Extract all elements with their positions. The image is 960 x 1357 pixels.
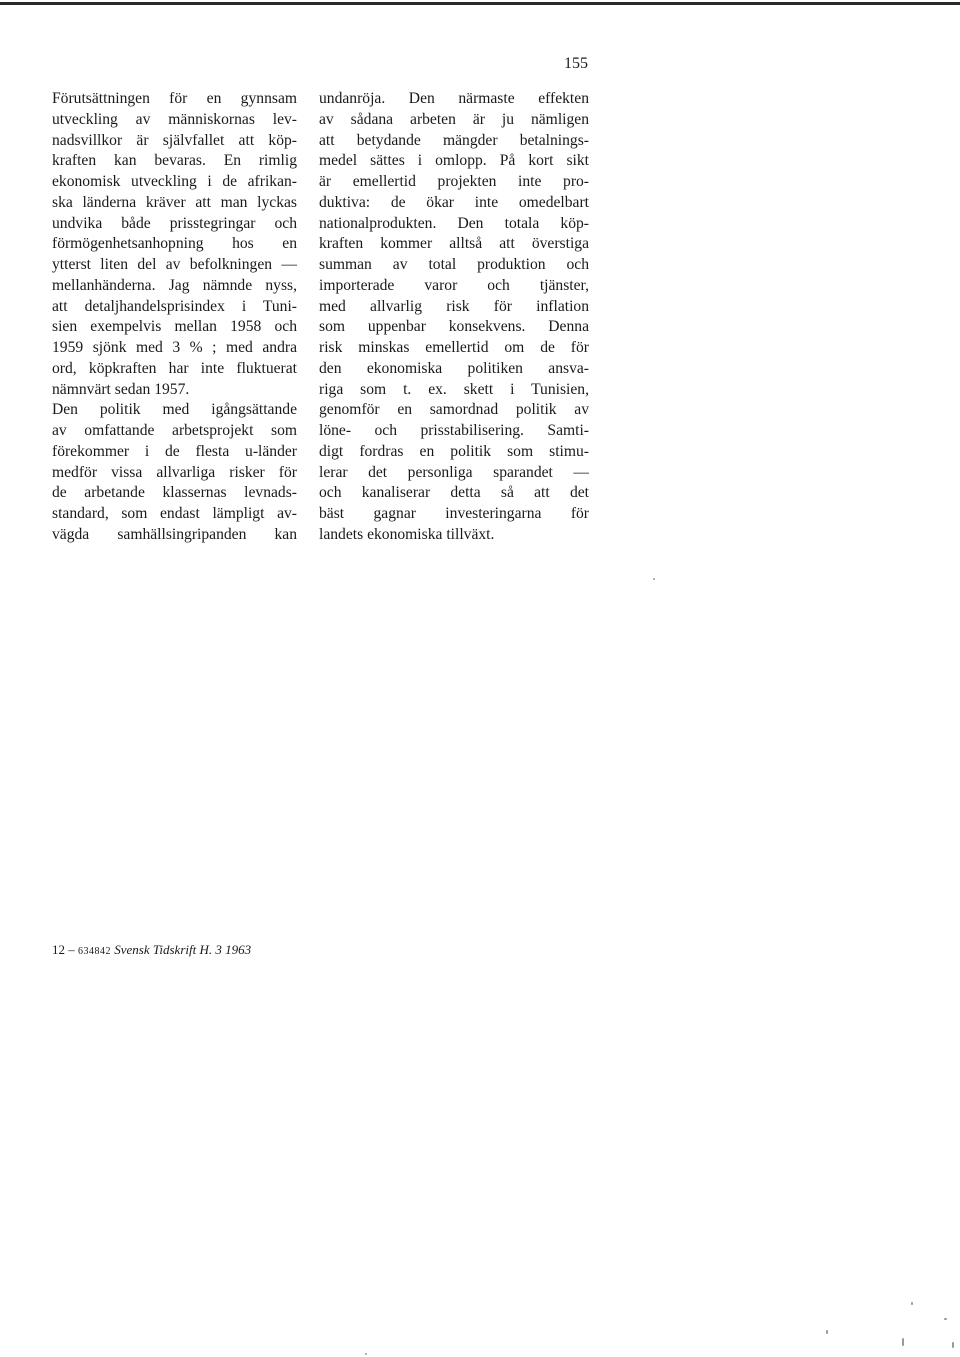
text-line: vägda samhällsingripanden kan bbox=[52, 525, 297, 543]
text-line: av sådana arbeten är ju nämligen bbox=[319, 110, 589, 128]
text-line: bäst gagnar investeringarna för bbox=[319, 505, 589, 522]
text-line: förmögenhetsanhopning hos en bbox=[52, 235, 297, 253]
text-line: de arbetande klassernas levnads- bbox=[52, 484, 297, 502]
text-line: den ekonomiska politiken ansva- bbox=[319, 359, 589, 377]
text-line: nadsvillkor är självfallet att köp- bbox=[52, 131, 297, 149]
text-line: sien exempelvis mellan 1958 och bbox=[52, 318, 297, 336]
text-line: förekommer i de flesta u-länder bbox=[52, 442, 297, 460]
text-line: mellanhänderna. Jag nämnde nyss, bbox=[52, 276, 297, 294]
text-line: standard, som endast lämpligt av- bbox=[52, 505, 297, 522]
right-column bbox=[319, 89, 589, 546]
text-line: att betydande mängder betalnings- bbox=[319, 131, 589, 149]
text-line: löne- och prisstabilisering. Samti- bbox=[319, 422, 589, 439]
text-line: av omfattande arbetsprojekt som bbox=[52, 422, 297, 439]
footer-signature bbox=[52, 942, 251, 960]
footer-journal: Svensk Tidskrift H. 3 1963 bbox=[114, 942, 252, 957]
left-column bbox=[52, 89, 297, 546]
text-line: utveckling av människornas lev- bbox=[52, 110, 297, 128]
scan-speck bbox=[952, 1342, 954, 1348]
text-line: nämnvärt sedan 1957. bbox=[52, 380, 190, 398]
scan-speck bbox=[653, 578, 655, 580]
text-line: medel sättes i omlopp. På kort sikt bbox=[319, 152, 589, 170]
scan-speck bbox=[911, 1302, 913, 1305]
text-line: som uppenbar konsekvens. Denna bbox=[319, 318, 589, 336]
text-line: ekonomisk utveckling i de afrikan- bbox=[52, 173, 297, 190]
text-line: ord, köpkraften har inte fluktuerat bbox=[52, 359, 297, 377]
scan-speck bbox=[826, 1330, 828, 1334]
top-rule bbox=[0, 2, 960, 5]
text-line: landets ekonomiska tillväxt. bbox=[319, 525, 495, 543]
text-line: med allvarlig risk för inflation bbox=[319, 297, 589, 315]
text-line: ytterst liten del av befolkningen — bbox=[52, 256, 297, 273]
text-line: undanröja. Den närmaste effekten bbox=[319, 90, 589, 107]
footer-print-code: 634842 bbox=[78, 946, 111, 957]
text-line: att detaljhandelsprisindex i Tuni- bbox=[52, 297, 297, 315]
text-line: lerar det personliga sparandet — bbox=[319, 463, 589, 481]
text-line: kraften kommer alltså att överstiga bbox=[319, 235, 589, 253]
text-line: riga som t. ex. skett i Tunisien, bbox=[319, 380, 589, 398]
text-line: importerade varor och tjänster, bbox=[319, 276, 589, 294]
text-line: medför vissa allvarliga risker för bbox=[52, 463, 297, 481]
scan-speck bbox=[365, 1353, 367, 1355]
text-line: genomför en samordnad politik av bbox=[319, 401, 589, 419]
text-line: digt fordras en politik som stimu- bbox=[319, 442, 589, 460]
text-line: Förutsättningen för en gynnsam bbox=[52, 90, 297, 107]
text-line: kraften kan bevaras. En rimlig bbox=[52, 152, 297, 170]
text-line: är emellertid projekten inte pro- bbox=[319, 173, 589, 190]
text-line: nationalprodukten. Den totala köp- bbox=[319, 214, 589, 232]
text-line: summan av total produktion och bbox=[319, 256, 589, 273]
scan-speck bbox=[944, 1318, 947, 1320]
text-line: 1959 sjönk med 3 % ; med andra bbox=[52, 339, 297, 356]
scan-speck bbox=[902, 1338, 904, 1346]
text-line: Den politik med igångsättande bbox=[52, 401, 297, 419]
text-line: undvika både prisstegringar och bbox=[52, 214, 297, 232]
text-line: risk minskas emellertid om de för bbox=[319, 339, 589, 356]
footer-sheet: 12 – bbox=[52, 942, 75, 957]
text-line: ska länderna kräver att man lyckas bbox=[52, 193, 297, 211]
page-number: 155 bbox=[564, 55, 588, 72]
text-line: och kanaliserar detta så att det bbox=[319, 484, 589, 502]
text-line: duktiva: de ökar inte omedelbart bbox=[319, 193, 589, 211]
